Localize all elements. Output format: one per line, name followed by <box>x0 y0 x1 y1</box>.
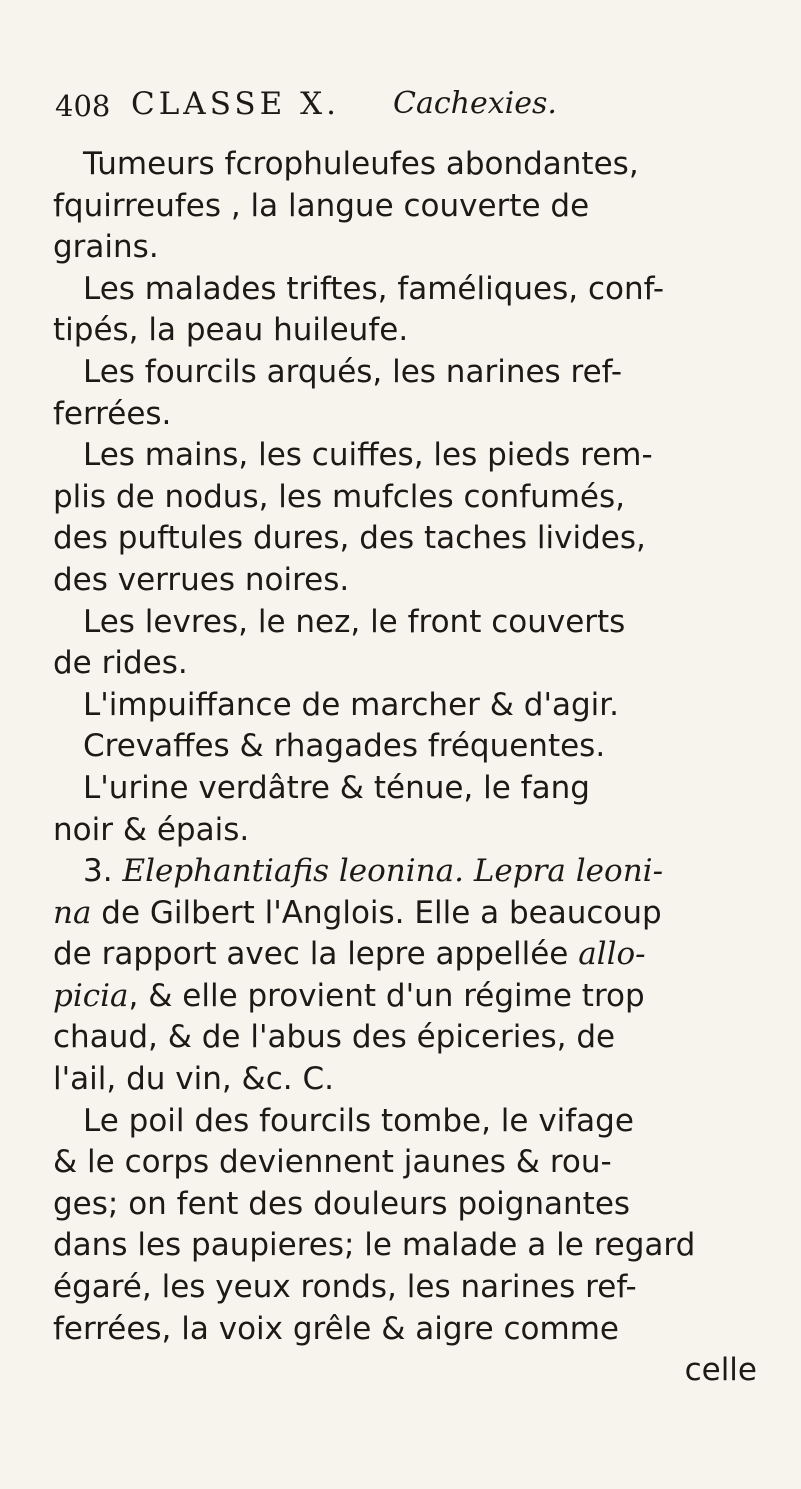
text-line: fquirreufes , la langue couverte de <box>53 187 590 224</box>
text-line: & le corps deviennent jaunes & rou- <box>53 1144 612 1181</box>
page-number: 408 <box>55 89 111 123</box>
text-line: Le poil des fourcils tombe, le vifage <box>83 1102 634 1139</box>
text-line: ges; on fent des douleurs poignantes <box>53 1185 631 1222</box>
text-line: l'ail, du vin, &c. C. <box>53 1061 334 1098</box>
text-line: ferrées, la voix grêle & aigre comme <box>53 1310 619 1347</box>
text-line: Les levres, le nez, le front couverts <box>83 603 626 640</box>
text-line: chaud, & de l'abus des épiceries, de <box>53 1019 616 1056</box>
latin-term: na <box>53 894 92 931</box>
text-line: Les fourcils arqués, les narines ref- <box>83 353 623 390</box>
text-line <box>53 976 773 1018</box>
text-line <box>53 934 773 976</box>
latin-term: allo- <box>578 936 646 973</box>
text-line: ferrées. <box>53 395 172 432</box>
page-body <box>53 144 773 1392</box>
text-line: dans les paupieres; le malade a le regard <box>53 1227 696 1264</box>
text-line: égaré, les yeux ronds, les narines ref- <box>53 1269 637 1306</box>
text-run: de Gilbert l'Anglois. Elle a beaucoup <box>91 894 662 931</box>
text-line: noir & épais. <box>53 811 250 848</box>
paragraph-number: 3. <box>83 853 123 890</box>
catchword: celle <box>684 1352 757 1389</box>
text-line: L'impuiffance de marcher & d'agir. <box>83 686 620 723</box>
section-title: Cachexies. <box>393 86 557 121</box>
text-line: de rides. <box>53 645 188 682</box>
running-header <box>55 84 775 134</box>
text-run: de rapport avec la lepre appellée <box>53 936 579 973</box>
text-line: L'urine verdâtre & ténue, le fang <box>83 769 590 806</box>
text-line: Les mains, les cuiffes, les pieds rem- <box>83 437 653 474</box>
text-run: , & elle provient d'un régime trop <box>128 977 645 1014</box>
text-line: des verrues noires. <box>53 561 350 598</box>
text-line: Tumeurs fcrophuleufes abondantes, <box>83 146 639 182</box>
class-label: CLASSE X. <box>131 86 341 122</box>
text-line <box>53 893 773 935</box>
text-line: des puftules dures, des taches livides, <box>53 520 646 557</box>
latin-term: Elephantiafis leonina. Lepra leoni- <box>122 853 664 890</box>
latin-term: picia <box>53 977 129 1014</box>
text-line <box>53 851 773 893</box>
text-line: Crevaffes & rhagades fréquentes. <box>83 728 606 765</box>
text-line: tipés, la peau huileufe. <box>53 312 409 349</box>
text-line: plis de nodus, les mufcles confumés, <box>53 478 625 515</box>
text-line: Les malades triftes, faméliques, conf- <box>83 270 665 307</box>
text-line: grains. <box>53 229 159 266</box>
